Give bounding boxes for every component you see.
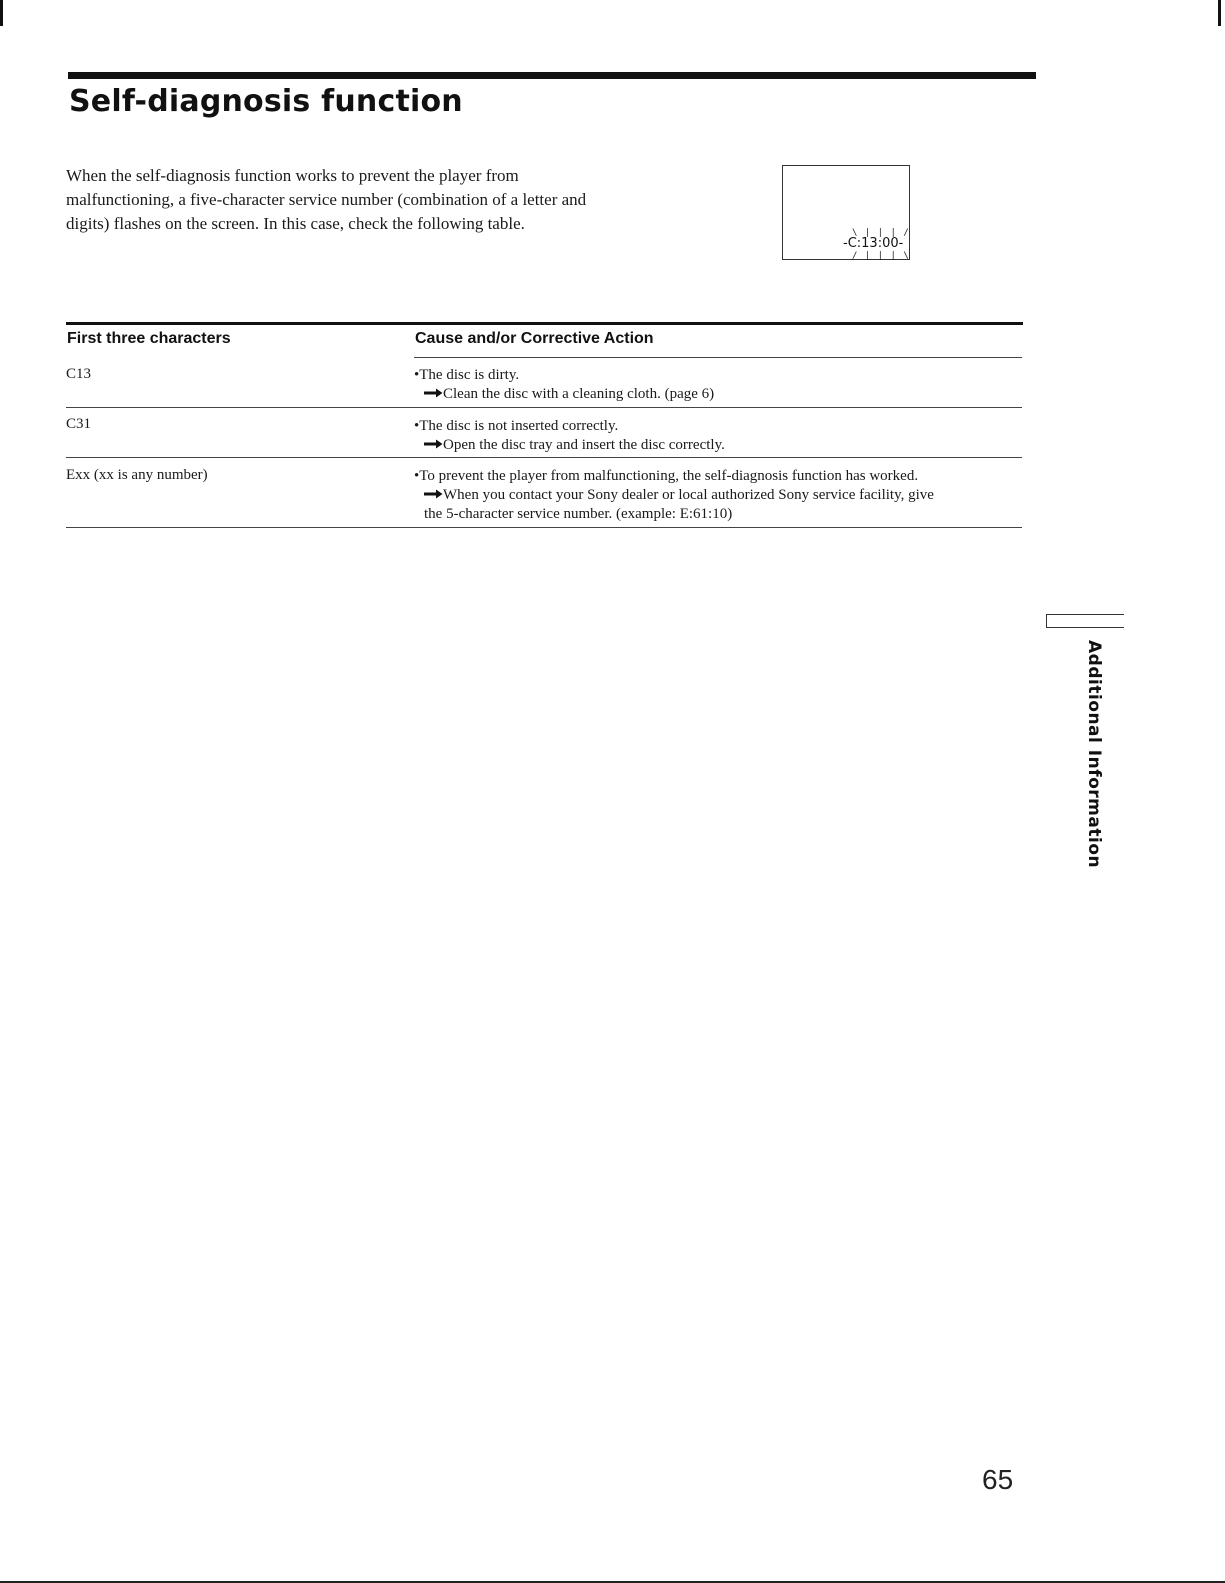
header-rule <box>414 357 1022 358</box>
table-row-code: Exx (xx is any number) <box>66 467 208 483</box>
column-header-cause-action: Cause and/or Corrective Action <box>415 330 654 347</box>
intro-line-2: malfunctioning, a five-character service number (combination of a letter and <box>66 190 587 209</box>
table-row-cause <box>414 417 1019 455</box>
bullet: • <box>414 367 420 383</box>
row-divider <box>66 457 1022 458</box>
arrow-right-icon <box>424 439 443 449</box>
bullet: • <box>414 468 420 484</box>
table-row-cause <box>414 467 1019 524</box>
flashing-display-icon: \ | | | / <box>852 228 910 238</box>
action-text: When you contact your Sony dealer or local authorized Sony service facility, give <box>443 487 934 503</box>
service-number-display: -C:13:00- <box>843 236 904 251</box>
action-text: Clean the disc with a cleaning cloth. (page 6) <box>443 386 715 402</box>
cause-text: The disc is not inserted correctly. <box>419 418 619 434</box>
table-bottom-rule <box>66 527 1022 528</box>
table-row-code: C31 <box>66 416 92 432</box>
arrow-right-icon <box>424 388 443 398</box>
table-top-rule <box>66 322 1023 325</box>
page-edge-mark-right <box>1218 0 1221 26</box>
table-row-code: C13 <box>66 366 92 382</box>
table-row-cause <box>414 366 1019 404</box>
intro-paragraph <box>66 164 706 236</box>
column-header-first-three-characters: First three characters <box>67 330 231 347</box>
action-text: Open the disc tray and insert the disc correctly. <box>443 437 725 453</box>
bullet: • <box>414 418 420 434</box>
cause-text: The disc is dirty. <box>419 367 520 383</box>
flash-rays-bottom-icon: / | | | \ <box>852 251 910 261</box>
page-number: 65 <box>982 1464 1014 1495</box>
side-tab-label: Additional Information <box>1084 640 1104 869</box>
row-divider <box>66 407 1022 408</box>
action-text-continued: the 5-character service number. (example: E:61:10) <box>424 506 733 522</box>
title-rule <box>68 72 1036 79</box>
intro-line-1: When the self-diagnosis function works to prevent the player from <box>66 166 519 185</box>
cause-text: To prevent the player from malfunctioning, the self-diagnosis function has worked. <box>419 468 919 484</box>
page-edge-mark-left <box>0 0 3 26</box>
page-title: Self-diagnosis function <box>69 84 463 119</box>
intro-line-3: digits) flashes on the screen. In this case, check the following table. <box>66 214 525 233</box>
side-tab-marker <box>1046 614 1124 628</box>
arrow-right-icon <box>424 489 443 499</box>
